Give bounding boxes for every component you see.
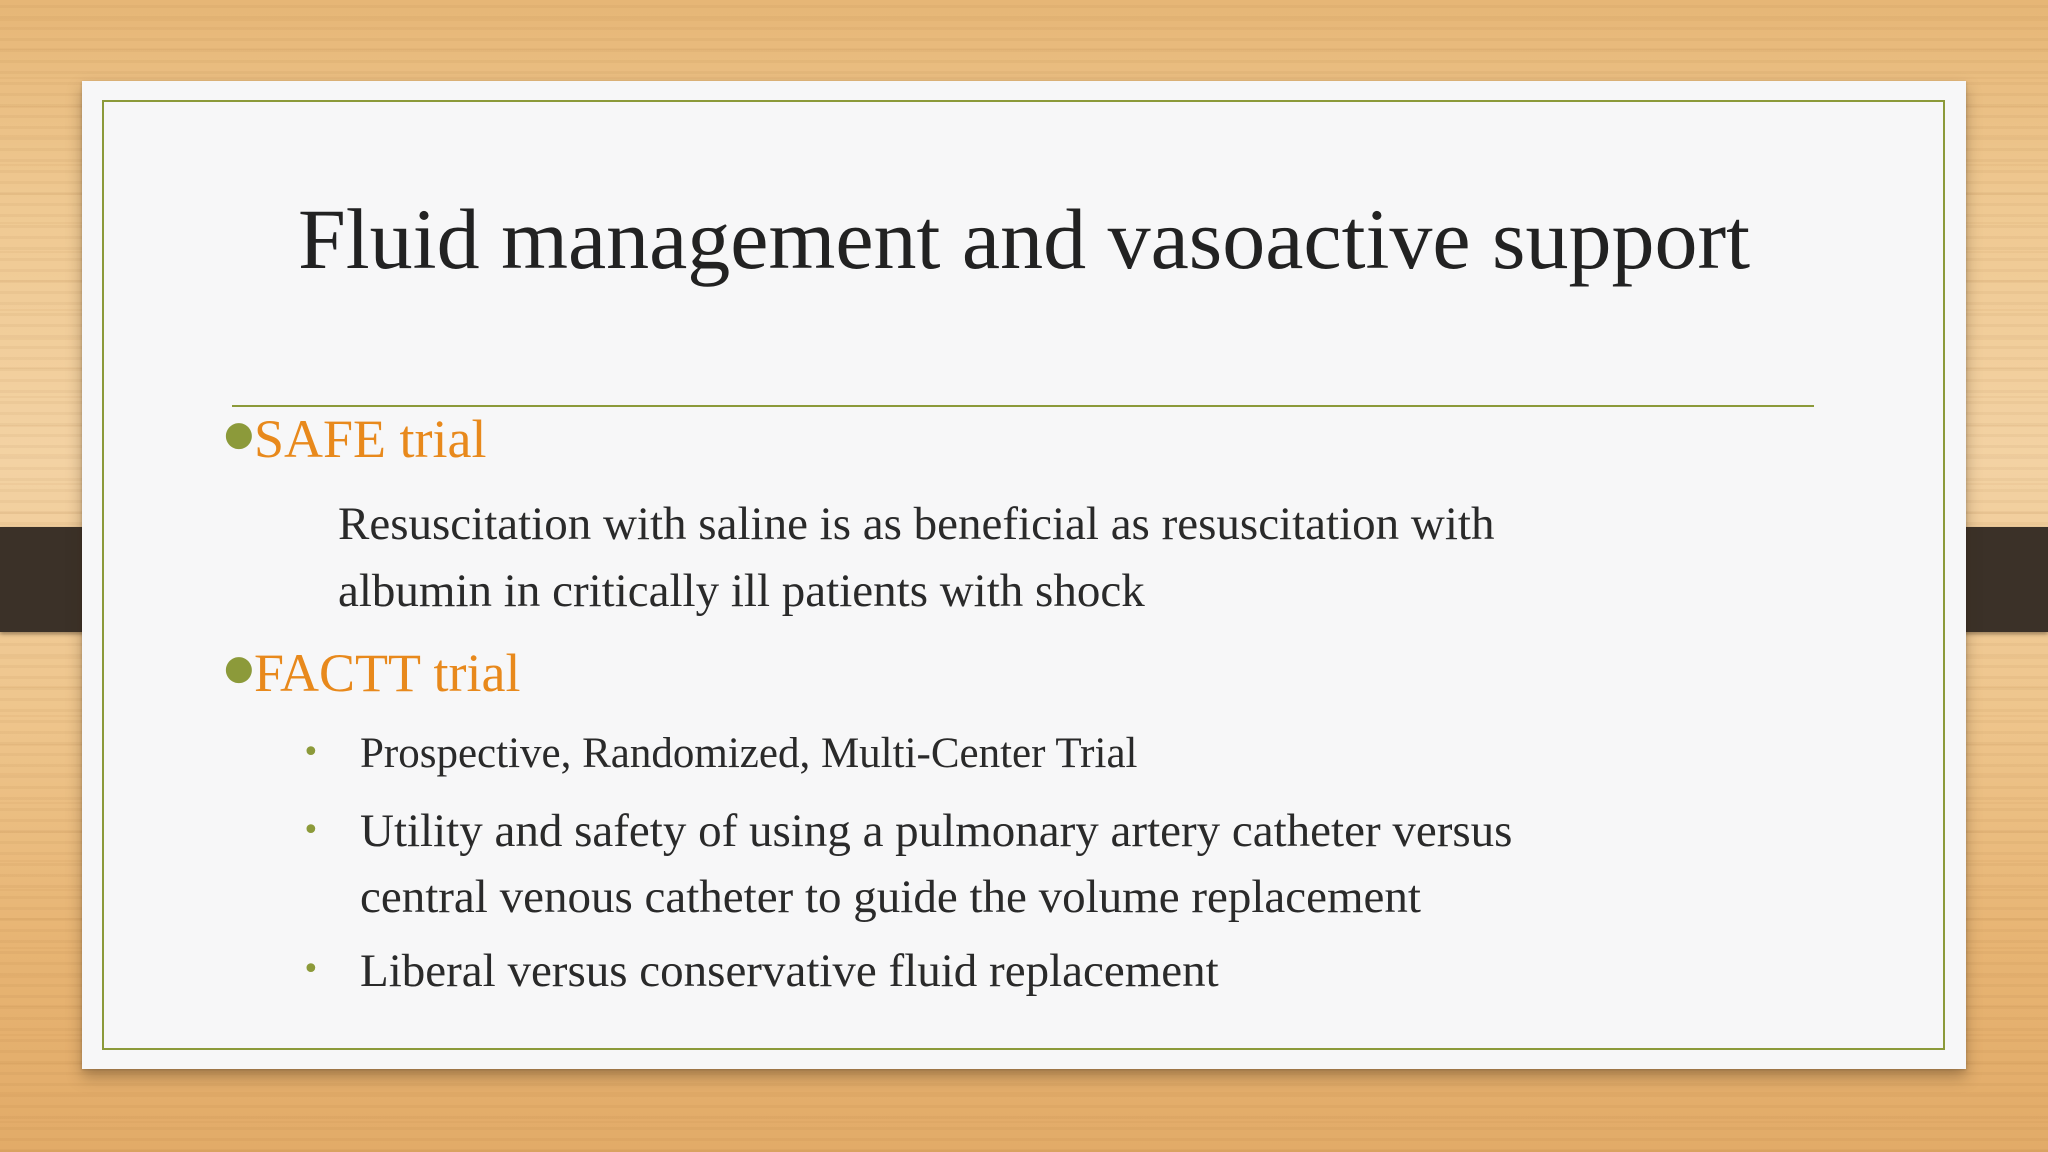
slide-card (82, 81, 1966, 1069)
section-heading-factt: FACTT trial (254, 643, 521, 703)
slide-body (82, 81, 1966, 1069)
slide-title: Fluid management and vasoactive support (297, 191, 1751, 287)
factt-bullet-2-line-1: Utility and safety of using a pulmonary artery catheter versus (360, 805, 1513, 857)
factt-bullet-3: Liberal versus conservative fluid replacement (360, 945, 1219, 997)
factt-bullet-1: Prospective, Randomized, Multi-Center Trial (360, 730, 1138, 777)
section-heading-safe: SAFE trial (254, 409, 487, 469)
safe-description-line-1: Resuscitation with saline is as beneficial as resuscitation with (338, 498, 1495, 550)
safe-description-line-2: albumin in critically ill patients with shock (338, 565, 1145, 617)
sub-bullet-dot-icon: • (302, 813, 320, 848)
bullet-dot-icon: ● (224, 414, 254, 454)
sub-bullet-dot-icon: • (302, 735, 320, 770)
bullet-dot-icon: ● (224, 648, 254, 688)
factt-bullet-2-line-2: central venous catheter to guide the volume replacement (360, 871, 1421, 923)
sub-bullet-dot-icon: • (302, 952, 320, 987)
